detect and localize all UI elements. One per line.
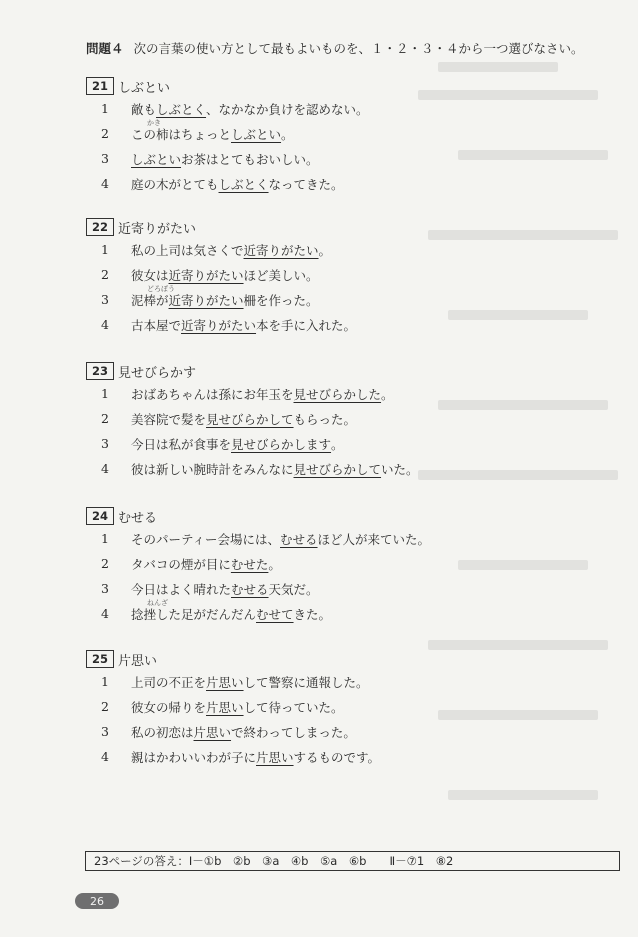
option-number: 2 xyxy=(101,267,109,282)
page-number: 26 xyxy=(90,894,104,908)
question-23 xyxy=(86,361,536,481)
option-text-after: きた。 xyxy=(293,606,332,622)
option-text-before: 私の初恋は xyxy=(131,724,194,740)
underlined-word: 片思い xyxy=(206,674,244,690)
option-4[interactable] xyxy=(86,171,536,196)
underlined-word: しぶとい xyxy=(131,151,182,167)
question-25 xyxy=(86,649,536,769)
option-4[interactable] xyxy=(86,312,536,337)
option-number: 1 xyxy=(101,386,109,401)
option-text-before: 敵も xyxy=(131,101,157,117)
furigana: ねんざ xyxy=(147,599,168,607)
underlined-word: 近寄りがたい xyxy=(181,317,257,333)
option-number: 4 xyxy=(101,461,109,476)
underlined-word: むせて xyxy=(256,606,294,622)
option-text-before: 上司の不正を xyxy=(131,674,207,690)
option-3[interactable] xyxy=(86,431,536,456)
option-number: 2 xyxy=(101,699,109,714)
option-number: 3 xyxy=(101,724,109,739)
option-text-after: 本を手に入れた。 xyxy=(256,317,357,333)
option-text-before: 今日はよく晴れた xyxy=(131,581,232,597)
question-number-box: 21 xyxy=(86,77,114,95)
option-text-after: 。 xyxy=(318,242,332,258)
question-22 xyxy=(86,217,536,337)
instruction-text: 次の言葉の使い方として最もよいものを、１・２・３・４から一つ選びなさい。 xyxy=(133,41,584,56)
instruction-heading xyxy=(86,40,616,58)
option-text-after: ほど人が来ていた。 xyxy=(317,531,431,547)
underlined-word: しぶとい xyxy=(231,126,282,142)
underlined-word: 片思い xyxy=(206,699,244,715)
underlined-word: 見せびらかして xyxy=(293,461,382,477)
option-4[interactable] xyxy=(86,456,536,481)
option-number: 3 xyxy=(101,581,109,596)
option-text-after: 。 xyxy=(381,386,394,402)
underlined-word: 近寄りがたい xyxy=(243,242,319,258)
previous-page-answer-box xyxy=(85,851,620,871)
furigana: かき xyxy=(147,119,161,127)
option-number: 2 xyxy=(101,556,109,571)
option-text-after: 。 xyxy=(331,436,344,452)
option-2[interactable] xyxy=(86,406,536,431)
option-1[interactable] xyxy=(86,669,536,694)
underlined-word: 片思い xyxy=(256,749,294,765)
target-word: 見せびらかす xyxy=(118,365,197,381)
option-text-after: で終わってしまった。 xyxy=(231,724,356,740)
option-text-before: 泥棒が xyxy=(131,292,169,308)
page-number-badge xyxy=(75,893,119,909)
option-text-before: 美容院で髪を xyxy=(131,411,207,427)
question-number-box: 23 xyxy=(86,362,114,380)
underlined-word: 見せびらかした xyxy=(293,386,382,402)
question-header xyxy=(86,76,536,96)
option-text-after: いた。 xyxy=(381,461,419,477)
option-text-after: するものです。 xyxy=(293,749,381,765)
underlined-word: しぶとく xyxy=(156,101,207,117)
option-number: 1 xyxy=(101,101,109,116)
option-4[interactable] xyxy=(86,744,536,769)
option-text-before: この柿はちょっと xyxy=(131,126,232,142)
option-text-after: 天気だ。 xyxy=(268,581,319,597)
option-2[interactable] xyxy=(86,121,536,146)
underlined-word: 見せびらかして xyxy=(206,411,294,427)
question-number-box: 25 xyxy=(86,650,114,668)
option-text-after: お茶はとてもおいしい。 xyxy=(181,151,319,167)
question-header xyxy=(86,361,536,381)
question-21 xyxy=(86,76,536,196)
answer-text: 23ページの答え：Ⅰ－①b ②b ③a ④b ⑤a ⑥b Ⅱ－⑦1 ⑧2 xyxy=(94,854,454,868)
underlined-word: 近寄りがたい xyxy=(168,292,244,308)
target-word: 片思い xyxy=(118,653,158,669)
option-number: 1 xyxy=(101,674,109,689)
target-word: しぶとい xyxy=(118,80,171,96)
option-number: 2 xyxy=(101,411,109,426)
option-number: 4 xyxy=(101,606,109,621)
option-3[interactable] xyxy=(86,287,536,312)
option-text-before: そのパーティー会場には、 xyxy=(131,531,281,547)
option-4[interactable] xyxy=(86,601,536,626)
option-3[interactable] xyxy=(86,146,536,171)
option-text-after: もらった。 xyxy=(293,411,357,427)
underlined-word: 近寄りがたい xyxy=(168,267,244,283)
option-2[interactable] xyxy=(86,551,536,576)
option-1[interactable] xyxy=(86,526,536,551)
option-text-before: 庭の木がとても xyxy=(131,176,219,192)
option-text-after: 。 xyxy=(268,556,281,572)
question-number-box: 22 xyxy=(86,218,114,236)
target-word: 近寄りがたい xyxy=(118,221,197,237)
option-text-after: して警察に通報した。 xyxy=(243,674,369,690)
question-header xyxy=(86,649,536,669)
underlined-word: むせる xyxy=(231,581,269,597)
option-2[interactable] xyxy=(86,694,536,719)
underlined-word: むせる xyxy=(280,531,318,547)
option-number: 1 xyxy=(101,531,109,546)
option-text-after: 、なかなか負けを認めない。 xyxy=(206,101,369,117)
option-number: 3 xyxy=(101,436,109,451)
furigana: どろぼう xyxy=(147,285,175,293)
option-text-before: タバコの煙が目に xyxy=(131,556,231,572)
option-text-before: 捻挫した足がだんだん xyxy=(131,606,257,622)
option-text-after: 。 xyxy=(281,126,294,142)
option-text-before: 古本屋で xyxy=(131,317,182,333)
option-text-after: なってきた。 xyxy=(268,176,344,192)
problem-label: 問題４ xyxy=(86,41,124,56)
option-text-after: して待っていた。 xyxy=(243,699,344,715)
underlined-word: むせた xyxy=(230,556,269,572)
option-text-after: ほど美しい。 xyxy=(243,267,319,283)
option-text-before: 彼女は xyxy=(131,267,169,283)
option-text-after: 柵を作った。 xyxy=(243,292,319,308)
target-word: むせる xyxy=(118,510,158,526)
option-text-before: 親はかわいいわが子に xyxy=(131,749,257,765)
option-number: 1 xyxy=(101,242,109,257)
underlined-word: 片思い xyxy=(193,724,232,740)
option-text-before: 今日は私が食事を xyxy=(131,436,232,452)
question-header xyxy=(86,217,536,237)
option-1[interactable] xyxy=(86,237,536,262)
option-number: 2 xyxy=(101,126,109,141)
option-number: 4 xyxy=(101,317,109,332)
option-text-before: おばあちゃんは孫にお年玉を xyxy=(131,386,294,402)
underlined-word: 見せびらかします xyxy=(231,436,332,452)
option-3[interactable] xyxy=(86,719,536,744)
question-number-box: 24 xyxy=(86,507,114,525)
option-1[interactable] xyxy=(86,381,536,406)
option-number: 4 xyxy=(101,176,109,191)
option-number: 4 xyxy=(101,749,109,764)
option-number: 3 xyxy=(101,292,109,307)
option-text-before: 彼は新しい腕時計をみんなに xyxy=(131,461,294,477)
option-text-before: 彼女の帰りを xyxy=(131,699,207,715)
question-24 xyxy=(86,506,536,626)
option-number: 3 xyxy=(101,151,109,166)
question-header xyxy=(86,506,536,526)
option-text-before: 私の上司は気さくで xyxy=(131,242,244,258)
underlined-word: しぶとく xyxy=(218,176,269,192)
